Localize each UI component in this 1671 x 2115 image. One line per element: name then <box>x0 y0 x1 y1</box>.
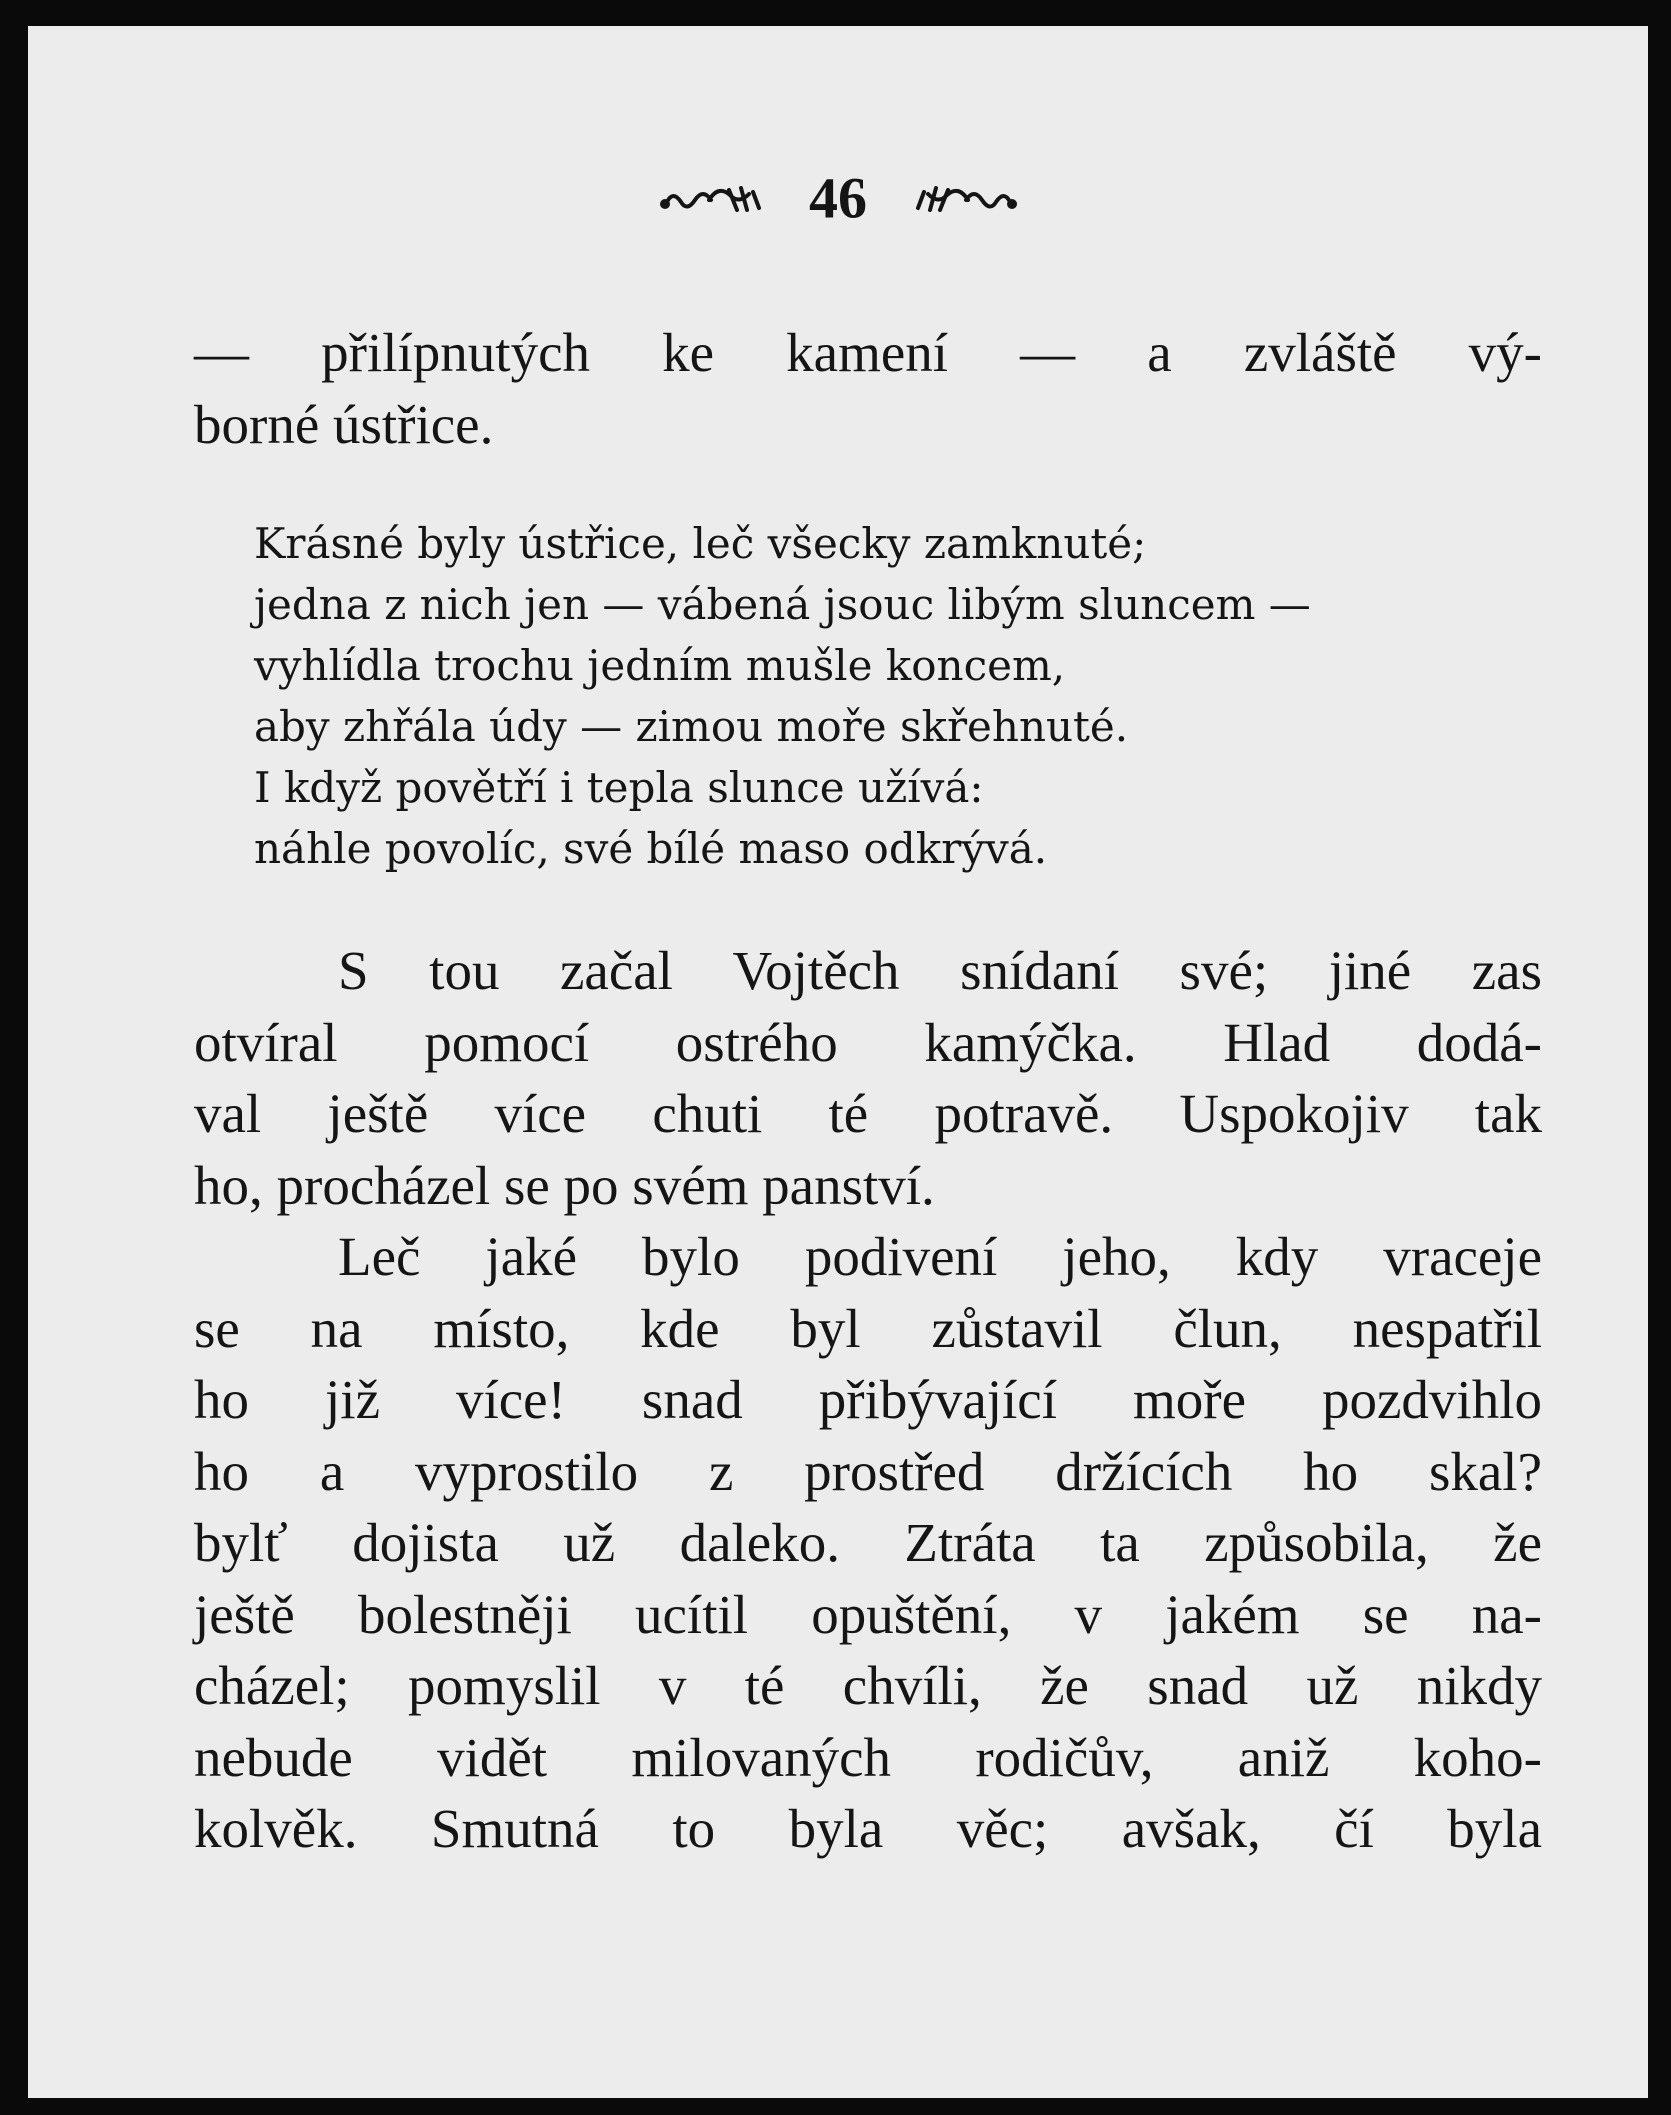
text-line: cházel; pomyslil v té chvíli, že snad už nikdy <box>194 1655 1542 1716</box>
verse-line: náhle povolíc, své bílé maso odkrývá. <box>254 824 1048 873</box>
page-header <box>28 164 1648 231</box>
text-line: ho a vyprostilo z prostřed držících ho skal? <box>194 1440 1542 1502</box>
text-line: otvíral pomocí ostrého kamýčka. Hlad dodá- <box>194 1011 1542 1073</box>
text-line: borné ústřice. <box>194 393 494 455</box>
book-page <box>28 26 1648 2098</box>
text-line: val ještě více chuti té potravě. Uspokojiv tak <box>194 1083 1542 1144</box>
verse-line: aby zhřála údy — zimou moře skřehnuté. <box>254 702 1129 751</box>
verse-block <box>254 513 1544 879</box>
page-number: 46 <box>809 165 867 231</box>
text-line: ještě bolestněji ucítil opuštění, v jakém se na- <box>194 1583 1542 1645</box>
text-line: ho již více! snad přibývající moře pozdvihlo <box>194 1369 1542 1430</box>
text-line: — přilípnutých ke kamení — a zvláště vý- <box>194 322 1542 383</box>
text-line: kolvěk. Smutná to byla věc; avšak, čí byla <box>194 1798 1542 1859</box>
top-paragraph <box>194 317 1542 460</box>
text-line: se na místo, kde byl zůstavil člun, nespatřil <box>194 1297 1542 1359</box>
scroll-ornament-left-icon <box>659 170 769 228</box>
text-line: Leč jaké bylo podivení jeho, kdy vraceje <box>338 1226 1542 1287</box>
verse-line: jedna z nich jen — vábená jsouc libým sluncem — <box>254 580 1311 629</box>
text-line: bylť dojista už daleko. Ztráta ta způsobila, že <box>194 1512 1542 1573</box>
verse-line: Krásné byly ústřice, leč všecky zamknuté; <box>254 519 1147 568</box>
paragraph-two <box>194 1221 1542 1865</box>
verse-line: vyhlídla trochu jedním mušle koncem, <box>254 641 1066 690</box>
paragraph-one <box>194 935 1542 1221</box>
text-line: nebude vidět milovaných rodičův, aniž koho- <box>194 1726 1542 1788</box>
text-line: S tou začal Vojtěch snídaní své; jiné zas <box>338 940 1542 1001</box>
scroll-ornament-right-icon <box>908 170 1018 228</box>
verse-line: I když povětří i tepla slunce užívá: <box>254 763 984 812</box>
text-line: ho, procházel se po svém panství. <box>194 1154 935 1216</box>
